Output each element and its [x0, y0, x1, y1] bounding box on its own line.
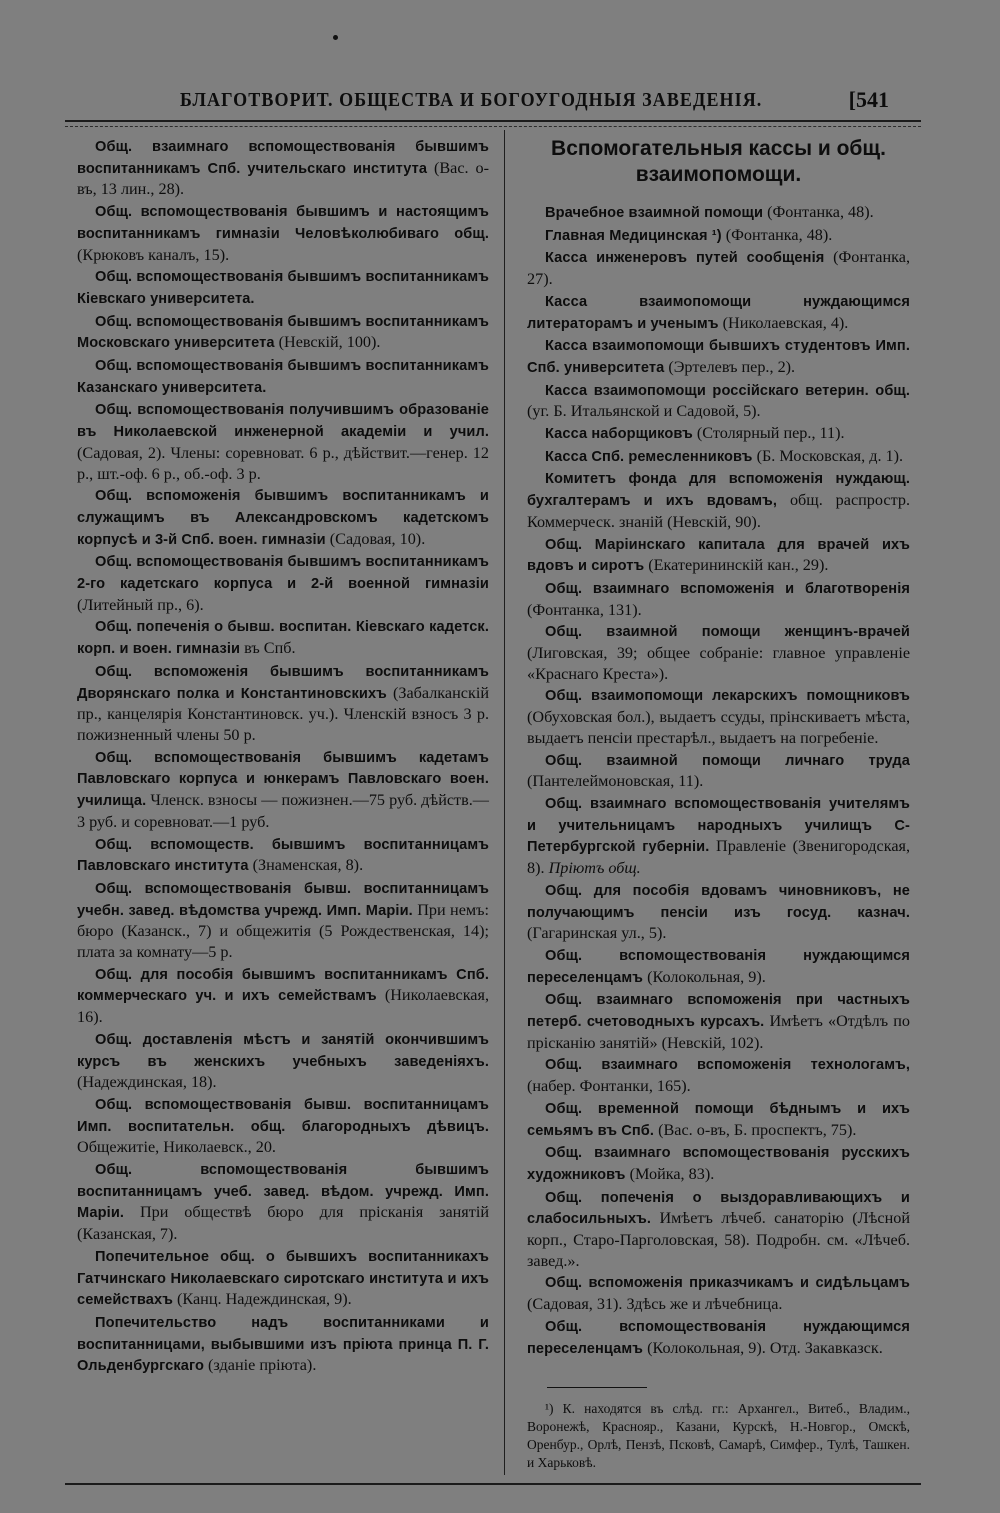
right-column	[527, 136, 910, 1472]
entry-name: Общ. вспомоществованія бывшимъ воспитанникамъ Казанскаго университета.	[77, 358, 489, 396]
entry-details: (Крюковъ каналъ, 15).	[77, 245, 230, 264]
entry-name: Попечительство надъ воспитанниками и воспитанницами, выбывшими изъ пріюта принца П. Г. Ольденбургскаго	[77, 1314, 489, 1375]
directory-entry	[77, 1246, 489, 1311]
entry-name: Общ. вспомоществованія бывшимъ и настоящимъ воспитанникамъ гимназіи Человѣколюбиваго общ.	[77, 204, 489, 242]
entry-name: Касса Спб. ремесленниковъ	[545, 448, 753, 465]
directory-entry	[77, 201, 489, 265]
entry-name: Общ. попеченія о выздоравливающихъ и слабосильныхъ.	[527, 1189, 910, 1228]
directory-entry	[527, 945, 910, 988]
entry-details: (Фонтанка, 48).	[721, 225, 833, 244]
directory-entry	[527, 335, 910, 378]
directory-entry	[527, 534, 910, 577]
directory-entry	[527, 1187, 910, 1272]
ink-dot	[333, 35, 338, 40]
directory-entry	[527, 1142, 910, 1185]
entry-details: (Знаменская, 8).	[248, 856, 364, 875]
footnote-rule	[547, 1387, 647, 1388]
entry-details: (Невскій, 100).	[274, 333, 381, 352]
header-dashed-rule	[65, 126, 921, 127]
entry-name: Общ. Маріинскаго капитала для врачей ихъ вдовъ и сиротъ	[527, 536, 910, 575]
directory-entry	[527, 1316, 910, 1359]
directory-entry	[77, 485, 489, 550]
entry-details: (Вас. о-въ, 13 лин., 28).	[77, 158, 489, 199]
directory-entry	[77, 616, 489, 659]
directory-entry	[77, 266, 489, 309]
entry-note: Пріютъ общ.	[544, 859, 641, 878]
directory-entry	[77, 311, 489, 354]
entry-details: (Екатерининскій кан., 29).	[644, 556, 829, 575]
entry-details: Имѣетъ лѣчеб. санаторію (Лѣсной корп., Старо-Парголовская, 58). Подробн. см. «Лѣчеб. завед.».	[527, 1209, 910, 1270]
entry-name: Общ. для пособія бывшимъ воспитанникамъ Спб. коммерческаго уч. и ихъ семействамъ	[77, 966, 489, 1005]
directory-entry	[527, 793, 910, 879]
entry-details: (набер. Фонтанки, 165).	[527, 1077, 691, 1096]
entry-name: Общ. вспомоществованія нуждающимся переселенцамъ	[527, 1318, 910, 1357]
directory-entry	[527, 685, 910, 748]
entry-details: (Обуховская бол.), выдаетъ ссуды, прінскиваетъ мѣста, выдаетъ пенсіи престарѣл., выдаетъ на погребеніе.	[527, 708, 910, 747]
entry-details: Правленіе (Звенигородская, 8).	[527, 837, 910, 878]
entry-details: (Лиговская, 39; общее собраніе: главное управленіе «Краснаго Креста»).	[527, 644, 910, 683]
directory-entry	[77, 551, 489, 615]
entry-name: Главная Медицинская ¹)	[545, 227, 722, 244]
entry-name: Общ. вспоможенія бывшимъ воспитанникамъ Дворянскаго полка и Константиновскихъ	[77, 663, 489, 702]
directory-entry	[77, 1094, 489, 1158]
entry-name: Общ. взаимопомощи лекарскихъ помощниковъ	[545, 688, 910, 705]
entry-details: (Садовая, 10).	[325, 529, 426, 548]
entry-name: Общ. взаимной помощи женщинъ-врачей	[545, 624, 910, 641]
entry-details: (Фонтанка, 27).	[527, 248, 910, 289]
directory-entry	[527, 225, 910, 247]
left-column	[77, 136, 489, 1378]
entry-details: (Гагаринская ул., 5).	[527, 924, 667, 943]
directory-entry	[527, 380, 910, 422]
directory-entry	[77, 1029, 489, 1093]
entry-details: (Мойка, 83).	[625, 1164, 715, 1183]
directory-entry	[527, 621, 910, 684]
entry-name: Общ. вспомоществованія бывшимъ кадетамъ Павловскаго корпуса и юнкерамъ Павловскаго воен. училища.	[77, 749, 489, 810]
entry-name: Общ. вспомоществованія бывшимъ воспитанникамъ 2-го кадетскаго корпуса и 2-й военной гимназіи	[77, 554, 489, 593]
entry-details: Членск. взносы — пожизнен.—75 руб. дѣйств.—3 руб. и соревноват.—1 руб.	[77, 791, 489, 831]
directory-entry	[527, 202, 910, 224]
entry-details: (Колокольная, 9).	[643, 967, 766, 986]
bottom-rule	[65, 1483, 921, 1485]
footnote: ¹) К. находятся въ слѣд. гг.: Архангел., Витеб., Владим., Воронежѣ, Краснояр., Казани, Курскѣ, Н.-Новгор., Омскѣ, Оренбур., Орлѣ, Пензѣ, Псковѣ, Самарѣ, Симфер., Тулѣ, Ташкен. и Харьковѣ.	[527, 1401, 910, 1471]
entry-name: Касса взаимопомощи бывшихъ студентовъ Имп. Спб. университета	[527, 338, 910, 376]
entry-details: (Николаевская, 16).	[77, 986, 489, 1027]
entry-details: (Эртелевъ пер., 2).	[664, 357, 796, 376]
entry-details: (Садовая, 31). Здѣсь же и лѣчебница.	[527, 1295, 783, 1314]
entry-name: Общ. взаимнаго вспоможенія и благотворенія	[545, 580, 910, 597]
entry-name: Общ. вспомоществ. бывшимъ воспитанницамъ Павловскаго института	[77, 836, 489, 875]
directory-entry	[77, 1312, 489, 1377]
entry-details: (Надеждинская, 18).	[77, 1073, 217, 1092]
entry-name: Общ. попеченія о бывш. воспитан. Кіевскаго кадетск. корп. и воен. гимназіи	[77, 619, 489, 658]
entry-details: (Пантелеймоновская, 11).	[527, 772, 704, 791]
entry-name: Касса взаимопомощи россійскаго ветерин. общ.	[545, 382, 910, 399]
entry-details: (Вас. о-въ, Б. проспектъ, 75).	[654, 1120, 857, 1139]
directory-entry	[77, 834, 489, 877]
directory-entry	[527, 1098, 910, 1141]
entry-name: Комитетъ фонда для вспоможенія нуждающ. бухгалтерамъ и ихъ вдовамъ,	[527, 471, 910, 510]
directory-entry	[77, 355, 489, 398]
directory-entry	[77, 964, 489, 1028]
directory-entry	[527, 989, 910, 1053]
page-number: [541	[848, 87, 889, 112]
directory-entry	[527, 291, 910, 334]
entry-details: (Колокольная, 9). Отд. Закавказск.	[643, 1338, 883, 1357]
directory-entry	[77, 136, 489, 200]
page-header	[55, 60, 921, 118]
entry-details: При обществѣ бюро для прісканія занятій (Казанская, 7).	[77, 1203, 489, 1244]
directory-entry	[527, 1272, 910, 1314]
entry-name: Врачебное взаимной помощи	[545, 205, 764, 221]
entry-details: (Б. Московская, д. 1).	[752, 446, 904, 465]
entry-details: (Фонтанка, 48).	[763, 203, 874, 221]
entry-details: Имѣетъ «Отдѣлъ по прісканію занятій» (Невскій, 102).	[527, 1012, 910, 1052]
entry-details: (Садовая, 2). Члены: соревноват. 6 р., дѣйствит.—генер. 12 р., шт.-оф. 6 р., об.-оф. 3 р.	[77, 443, 489, 483]
entry-details: (Забалканскій пр., канцелярія Константиновск. уч.). Членскій взносъ 3 р. пожизненный члены 50 р.	[77, 683, 489, 744]
directory-entry	[77, 661, 489, 746]
directory-entry	[527, 247, 910, 289]
entry-details: (Столярный пер., 11).	[692, 424, 845, 443]
directory-entry	[527, 446, 910, 468]
entry-name: Общ. вспомоществованія бывшимъ воспитанникамъ Кіевскаго университета.	[77, 269, 489, 307]
header-rule	[65, 120, 921, 122]
entry-details: (уг. Б. Итальянской и Садовой, 5).	[527, 402, 761, 421]
entry-name: Общ. взаимнаго вспомоществованія русскихъ художниковъ	[527, 1145, 910, 1183]
entry-name: Общ. взаимнаго вспомоществованія бывшимъ воспитанникамъ Спб. учительскаго института	[77, 139, 489, 177]
entry-details: Общежитіе, Николаевск., 20.	[77, 1138, 276, 1157]
directory-entry	[527, 423, 910, 445]
directory-entry	[77, 878, 489, 963]
entry-name: Общ. вспомоществованія бывшимъ воспитанницамъ учеб. завед. вѣдом. учрежд. Имп. Маріи.	[77, 1162, 489, 1222]
entry-name: Касса инженеровъ путей сообщенія	[545, 250, 825, 267]
entry-name: Общ. вспомоществованія бывш. воспитанницамъ учебн. завед. вѣдомства учрежд. Имп. Маріи.	[77, 880, 489, 919]
directory-entry	[527, 578, 910, 620]
entry-name: Общ. временной помощи бѣднымъ и ихъ семьямъ въ Спб.	[527, 1100, 910, 1139]
entry-details: въ Спб.	[240, 639, 296, 658]
directory-entry	[527, 750, 910, 792]
entry-name: Общ. взаимнаго вспоможенія технологамъ,	[545, 1057, 910, 1074]
entry-name: Общ. вспоможенія приказчикамъ и сидѣльцамъ	[545, 1275, 910, 1292]
entry-name: Попечительное общ. о бывшихъ воспитанникахъ Гатчинскаго Николаевскаго сиротскаго института и ихъ семействахъ	[77, 1248, 489, 1309]
directory-entry	[527, 1054, 910, 1096]
entry-name: Общ. вспоможенія бывшимъ воспитанникамъ и служащимъ въ Александровскомъ кадетскомъ корпусѣ и 3-й Спб. воен. гимназіи	[77, 488, 489, 548]
entry-name: Общ. взаимной помощи личнаго труда	[545, 752, 910, 769]
entry-name: Общ. вспомоществованія бывш. воспитанницамъ Имп. воспитательн. общ. благородныхъ дѣвицъ.	[77, 1096, 489, 1135]
entry-details: (Канц. Надеждинская, 9).	[172, 1290, 352, 1309]
entry-name: Касса наборщиковъ	[545, 426, 693, 443]
entry-name: Общ. вспомоществованія получившимъ образованіе въ Николаевской инженерной академіи и учил.	[77, 402, 489, 441]
entry-name: Общ. вспомоществованія бывшимъ воспитанникамъ Московскаго университета	[77, 313, 489, 352]
directory-entry	[527, 880, 910, 944]
running-title: БЛАГОТВОРИТ. ОБЩЕСТВА И БОГОУГОДНЫЯ ЗАВЕДЕНІЯ.	[180, 89, 763, 111]
entry-name: Общ. взаимнаго вспомоществованія учителямъ и учительницамъ народныхъ училищъ С-Петербургской губерніи.	[527, 795, 910, 856]
right-entries	[527, 202, 910, 1359]
entry-details: (Литейный пр., 6).	[77, 595, 204, 614]
directory-entry	[77, 747, 489, 833]
column-divider	[504, 130, 505, 1475]
entry-name: Касса взаимопомощи нуждающимся литераторамъ и ученымъ	[527, 293, 910, 332]
book-page	[55, 60, 921, 1485]
entry-details: общ. распростр. Коммерческ. знаній (Невскій, 90).	[527, 491, 910, 531]
entry-details: (Фонтанка, 131).	[527, 600, 642, 619]
entry-name: Общ. доставленія мѣстъ и занятій окончившимъ курсъ въ женскихъ учебныхъ заведеніяхъ.	[77, 1031, 489, 1070]
directory-entry	[77, 1159, 489, 1245]
entry-name: Общ. вспомоществованія нуждающимся переселенцамъ	[527, 947, 910, 986]
entry-name: Общ. взаимнаго вспоможенія при частныхъ петерб. счетоводныхъ курсахъ.	[527, 992, 910, 1031]
entry-details: (зданіе пріюта).	[203, 1356, 317, 1375]
entry-name: Общ. для пособія вдовамъ чиновниковъ, не получающимъ пенсіи изъ госуд. казнач.	[527, 882, 910, 921]
directory-entry	[527, 468, 910, 532]
entry-details: (Николаевская, 4).	[718, 313, 849, 332]
section-title: Вспомогательныя кассы и общ. взаимопомощи.	[551, 137, 886, 186]
entry-details: При немъ: бюро (Казанск., 7) и общежитія (5 Рождественская, 14); плата за комнату—5 р.	[77, 900, 490, 962]
directory-entry	[77, 399, 489, 484]
